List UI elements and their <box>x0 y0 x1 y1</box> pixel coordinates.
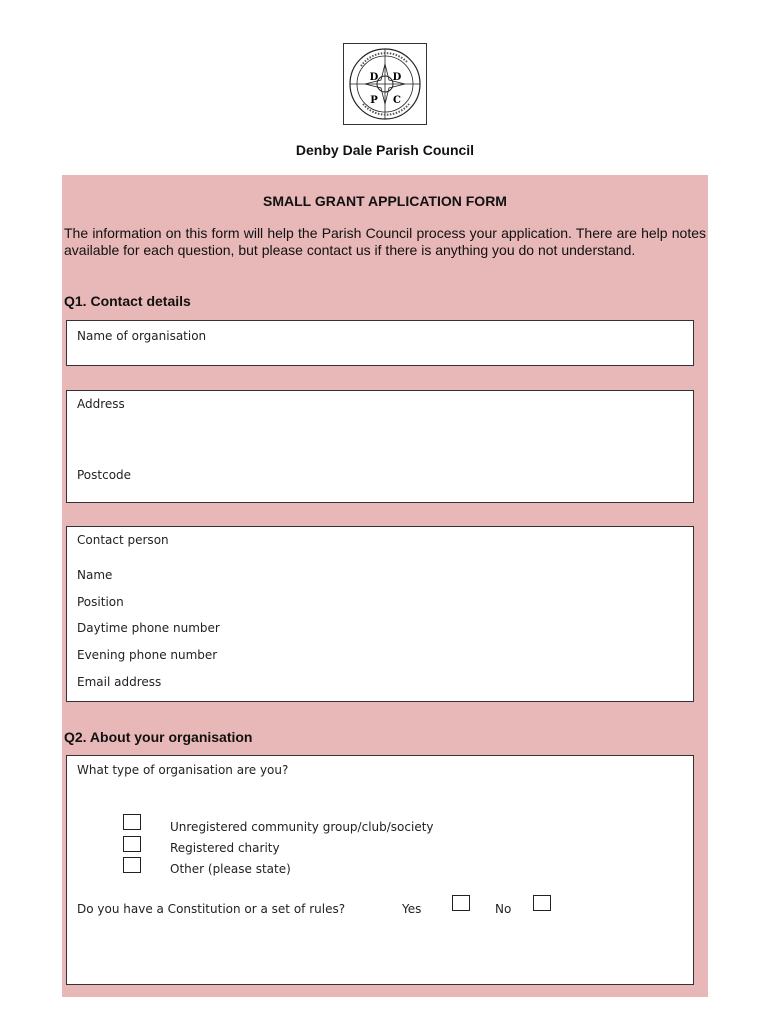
address-field[interactable] <box>66 390 694 503</box>
form-title: SMALL GRANT APPLICATION FORM <box>263 193 507 209</box>
constitution-question: Do you have a Constitution or a set of rules? <box>77 902 346 916</box>
unregistered-group-label: Unregistered community group/club/society <box>170 820 434 834</box>
daytime-phone-label: Daytime phone number <box>77 621 220 635</box>
registered-charity-checkbox[interactable] <box>123 836 141 852</box>
contact-position-label: Position <box>77 595 124 609</box>
organisation-name-label: Name of organisation <box>77 329 207 343</box>
contact-name-label: Name <box>77 568 113 582</box>
council-name: Denby Dale Parish Council <box>295 142 475 158</box>
organisation-type-question: What type of organisation are you? <box>77 763 289 777</box>
unregistered-group-checkbox[interactable] <box>123 814 141 830</box>
crest-letter-d2: D <box>392 72 402 83</box>
registered-charity-label: Registered charity <box>170 841 280 855</box>
address-label: Address <box>77 397 125 411</box>
q2-heading: Q2. About your organisation <box>64 729 253 745</box>
intro-text: The information on this form will help the Parish Council process your application. There are help notes available for each question, but please contact us if there is anything you do not understand. <box>64 225 706 258</box>
other-type-checkbox[interactable] <box>123 857 141 873</box>
organisation-type-section <box>66 755 694 985</box>
other-type-label: Other (please state) <box>170 862 291 876</box>
constitution-yes-checkbox[interactable] <box>452 895 470 911</box>
application-form-panel <box>62 175 708 997</box>
constitution-no-label: No <box>495 902 512 916</box>
email-address-label: Email address <box>77 675 162 689</box>
constitution-yes-label: Yes <box>402 902 422 916</box>
contact-person-label: Contact person <box>77 533 169 547</box>
evening-phone-label: Evening phone number <box>77 648 218 662</box>
crest-letter-p: P <box>370 95 378 106</box>
q1-heading: Q1. Contact details <box>64 293 191 309</box>
organisation-name-field[interactable] <box>66 320 694 366</box>
parish-council-logo <box>343 43 427 125</box>
crest-letter-c: C <box>393 95 401 106</box>
postcode-label: Postcode <box>77 468 132 482</box>
contact-person-field[interactable] <box>66 526 694 702</box>
crest-letter-d1: D <box>369 72 379 83</box>
crest-icon <box>347 46 423 122</box>
constitution-no-checkbox[interactable] <box>533 895 551 911</box>
